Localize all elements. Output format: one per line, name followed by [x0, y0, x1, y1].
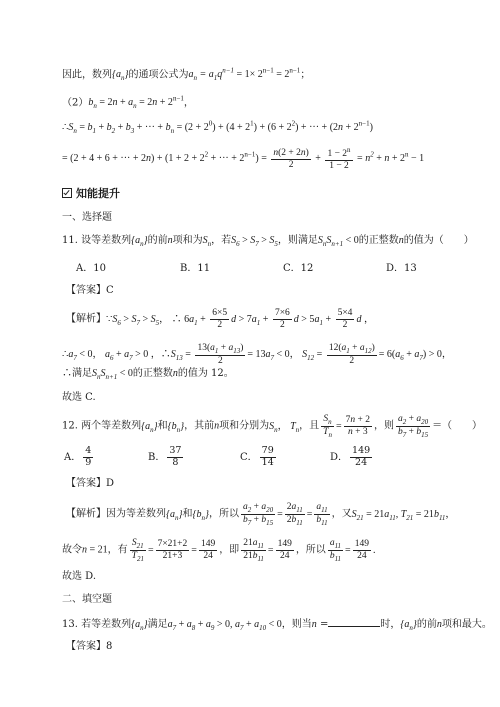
var-sn: $S_n$	[202, 235, 212, 248]
stem-text: ，则	[373, 420, 394, 432]
target-inequality: $S_nS_{n+1} < 0$	[317, 235, 359, 248]
seq-b: $\{b_n\}$	[167, 420, 185, 434]
question-13-stem: 13. 若等差数列$\{a_n\}$满足$a_7 + a_8 + a_9 > 0$, $a_7 + a_{10} < 0$，则当n = 时，$\{a_n\}$的前n项和最大。	[62, 619, 492, 632]
analysis-text: ，有	[107, 544, 128, 556]
solution-text: 因此，数列	[62, 69, 112, 81]
stem-text: 的正整数	[358, 235, 399, 246]
var-n: n	[214, 420, 220, 432]
option-letter: C．	[240, 451, 258, 463]
analysis-formula: $\frac{21a_{11}}{21b_{11}}$ = $\frac{149}{24}$	[243, 538, 292, 563]
stem-text: 和	[157, 420, 168, 432]
analysis-text: ，所以	[295, 544, 326, 556]
target-ratio: $\frac{a_2 + a_{20}}{b_7 + b_{15}}$	[397, 414, 429, 439]
option-c: C．12	[283, 263, 314, 274]
option-b	[148, 446, 185, 469]
analysis-text: 因为等差数列	[106, 508, 166, 520]
stem-text: 若等差数列	[81, 619, 132, 630]
stem-text: 满足	[147, 619, 168, 630]
sn-sum-formula: $\therefore S_n = b_1 + b_2 + b_3$ + ··· + $b_n = (2 + 2^0) + (4 + 2^1) + (6 + 2^2)$ + ··· + $(2n + 2^{n-1})$	[62, 120, 373, 136]
analysis-text: ，即	[219, 544, 240, 556]
stem-text: ＝（ ）	[432, 420, 483, 432]
option-d	[330, 446, 374, 469]
section-heading	[62, 187, 120, 200]
option-d: D．13	[386, 263, 417, 274]
analysis-formula: n = 21	[82, 544, 108, 556]
seq-a: $\{a_n\}$	[166, 508, 183, 522]
stem-text: 的前	[147, 235, 168, 246]
solution-text: （2）	[62, 97, 89, 109]
stem-text: 设等差数列	[81, 235, 132, 246]
solution-text: 的通项公式为	[128, 69, 189, 81]
question-number: 12.	[62, 420, 78, 432]
part-title: 一、选择题	[62, 212, 112, 223]
condition-formula: $S_6 > S_7 > S_5$	[231, 235, 278, 248]
q11-conclusion	[62, 368, 234, 381]
option-a	[64, 446, 95, 469]
option-fraction	[350, 446, 372, 469]
final-answer: 故选 D.	[62, 571, 97, 582]
stem-text: 的前	[416, 619, 437, 630]
denominator: 9	[85, 456, 92, 468]
ratio-formula: $\frac{S_n}{T_n}$ = $\frac{7n + 2}{n + 3}$	[323, 414, 370, 439]
option-fraction	[167, 446, 183, 469]
stem-text: ，且	[299, 420, 320, 432]
stem-text: ，若	[211, 235, 232, 246]
answer-label: 【答案】C	[66, 285, 114, 296]
seq-a: $\{a_n\}$	[141, 420, 158, 434]
option-a: A．10	[76, 263, 106, 274]
solution-line-4	[62, 146, 424, 172]
analysis-text: 和	[182, 508, 193, 520]
var-n: n	[436, 619, 442, 630]
part-title: 二、填空题	[62, 594, 112, 605]
analysis-formula: $\frac{a_{11}}{b_{11}}$ = $\frac{149}{24}$ .	[329, 538, 376, 563]
solution-line-1: 因此，数列$\{a_n\}$的通项公式为$a_n = a_1q^{n-1} = 1\times 2^{n-1} = 2^{n-1}$；	[62, 67, 311, 83]
stem-text: 时，	[380, 619, 401, 630]
stem-text: 项和为	[172, 235, 203, 246]
q11-analysis-line-2	[62, 343, 452, 367]
sn-result-formula: = (2 + 4 + 6 + ··· + $2n) + (1 + 2 + 2^2$ + ··· + $2^{n-1}$) = $\frac{n(2 + 2n)}{2}$ + $\frac{1 - 2^n}{1 - 2}$ = $n^2 + n + 2^n - 1$	[62, 146, 425, 172]
checkbox-icon	[62, 188, 72, 198]
q11-analysis-line-1	[66, 308, 374, 331]
option-fraction	[260, 446, 276, 469]
question-11-stem	[62, 235, 474, 248]
stem-text: 项和最大。	[441, 619, 492, 630]
stem-text: ，则当	[281, 619, 312, 630]
var-n: n	[172, 368, 178, 379]
analysis-formula: $\because S_6 > S_7 > S_5$， ∴ $6a_1$ + $\frac{6\times 5}{2}$ $d > 7a_1$ + $\frac{7\times 6}{2}$ $d > 5a_1$ + $\frac{5\times 4}{2}$ d ，	[106, 308, 374, 330]
option-letter: A．	[64, 451, 82, 463]
analysis-formula: $S_{21} = 21a_{11}$, $T_{21} = 21b_{11}$，	[351, 508, 456, 522]
solution-line-3	[62, 120, 373, 136]
stem-text: ，则满足	[277, 235, 318, 246]
seq-b: $\{b_n\}$	[192, 508, 209, 522]
final-answer: 故选 C.	[62, 392, 96, 403]
var-n: n	[167, 235, 173, 246]
denominator: 8	[172, 456, 179, 468]
numerator: 37	[169, 445, 182, 456]
answer-label: 【答案】D	[66, 478, 115, 489]
q12-analysis-line-1	[66, 502, 455, 527]
sums: $S_n$， $T_n$	[269, 420, 300, 434]
numerator: 79	[261, 445, 274, 456]
var-n: n	[311, 619, 317, 630]
bn-formula: $b_n = 2n + a_n = 2n + 2^{n-1}$	[88, 95, 184, 111]
conclusion-text: ∴满足	[62, 368, 92, 379]
section-title: 知能提升	[76, 187, 120, 200]
answer-blank[interactable]	[328, 617, 380, 627]
denominator: 24	[355, 456, 368, 468]
analysis-formula: $\therefore a_7 < 0$， $a_6 + a_7 > 0$ ，$\therefore S_{13}$ = $\frac{13(a_1 + a_{13})}{2}$ = $13a_7 < 0$， $S_{12}$ = $\frac{12(a_1 + a_{12})}{2}$ = $6(a_6 + a_7) > 0$，	[62, 343, 452, 366]
seq-a: $\{a_n\}$	[131, 619, 148, 632]
conclusion-text: 的正整数	[132, 368, 173, 379]
seq-a: $\{a_n\}$	[131, 235, 148, 248]
stem-text: 项和分别为	[219, 420, 270, 432]
solution-line-2: $(2)b_n = 2n + a_n = 2n + 2^{n-1}$，	[62, 95, 194, 111]
analysis-text: 故令	[62, 544, 82, 556]
option-letter: B．	[148, 451, 166, 463]
question-12-stem	[62, 414, 482, 439]
denominator: 14	[261, 456, 274, 468]
numerator: 149	[352, 445, 371, 456]
q12-analysis-line-2	[62, 538, 375, 563]
option-letter: D．	[330, 451, 349, 463]
general-term-formula: $a_n = a_1q^{n-1} = 1\times 2^{n-1} = 2^{n-1}$	[188, 67, 301, 83]
analysis-label: 【解析】	[66, 508, 106, 520]
option-fraction	[83, 446, 93, 469]
analysis-text: ，所以	[209, 508, 239, 520]
condition-formula: $a_7 + a_8 + a_9 > 0$, $a_7 + a_{10} < 0$	[167, 619, 282, 632]
stem-text: 的值为（ ）	[403, 235, 474, 246]
analysis-label: 【解析】	[66, 313, 106, 325]
seq-a-formula: $\{a_n\}$	[112, 69, 129, 83]
conclusion-text: 的值为 12。	[177, 368, 234, 379]
var-n: n	[398, 235, 404, 246]
stem-text: 两个等差数列	[81, 420, 142, 432]
numerator: 4	[85, 445, 92, 456]
option-c	[240, 446, 278, 469]
question-number: 13.	[62, 619, 78, 630]
seq-a: $\{a_n\}$	[400, 619, 417, 632]
answer-label: 【答案】8	[66, 641, 113, 652]
target-inequality: $S_nS_{n+1} < 0$	[92, 368, 133, 381]
analysis-formula: $\frac{S_{21}}{T_{21}}$ = $\frac{7\times 21+2}{21+3}$ = $\frac{149}{24}$	[131, 538, 216, 563]
analysis-text: ，又	[331, 508, 352, 520]
analysis-formula: $\frac{a_2 + a_{20}}{b_7 + b_{15}}$ = $\frac{2a_{11}}{2b_{11}}$ = $\frac{a_{11}}{b_{11}}$	[243, 502, 328, 527]
question-number: 11.	[62, 235, 78, 246]
option-b: B．11	[180, 263, 211, 274]
stem-text: ，其前	[184, 420, 215, 432]
